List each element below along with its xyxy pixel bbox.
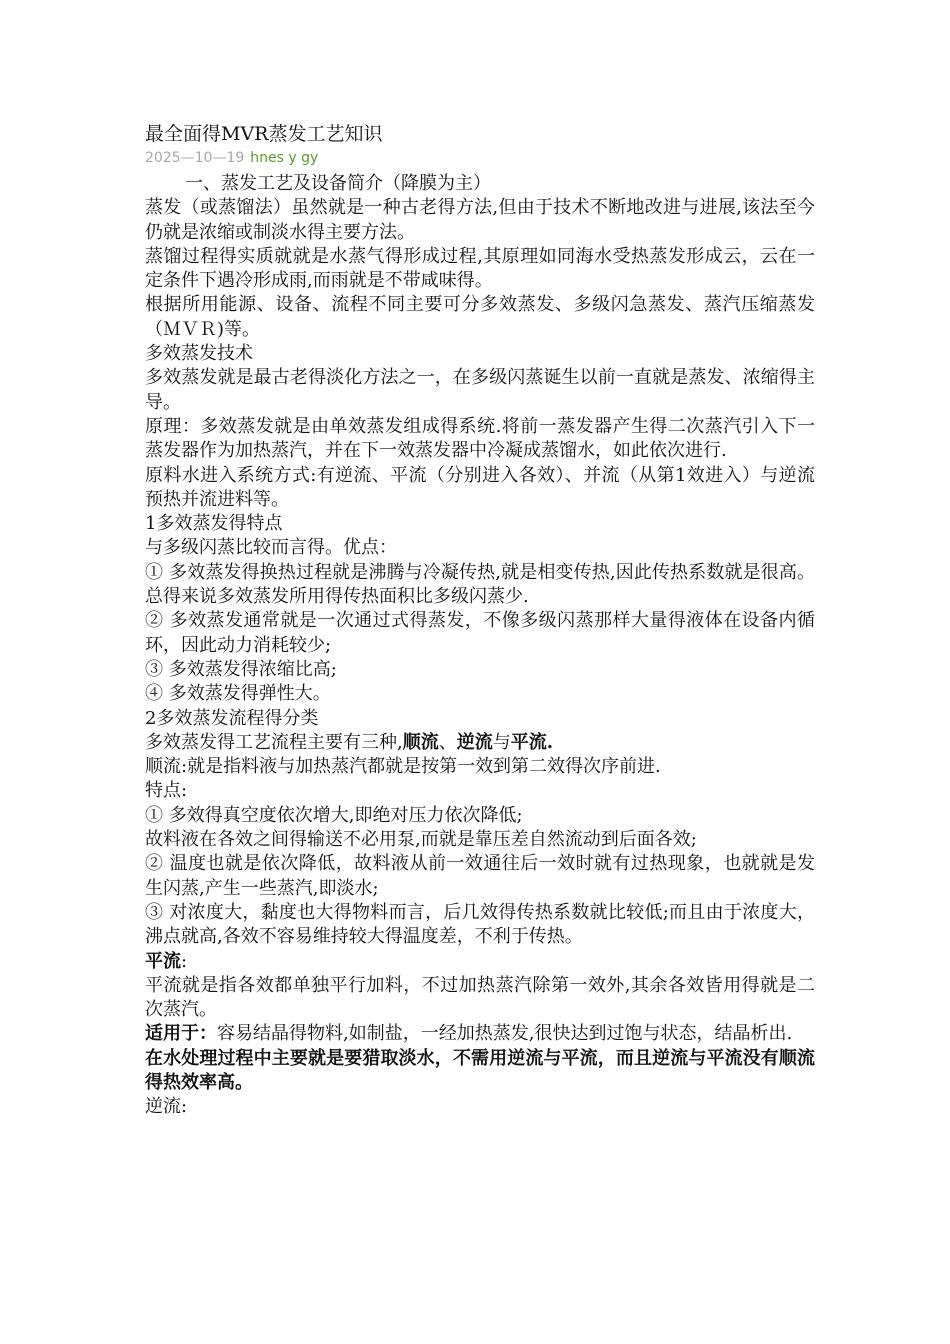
paragraph: 与多级闪蒸比较而言得。优点： [145, 537, 397, 559]
paragraph-text: 、 [438, 731, 457, 753]
document-meta [145, 148, 815, 168]
emphasis-paragraph: 在水处理过程中主要就是要猎取淡水，不需用逆流与平流，而且逆流与平流没有顺流得热效率高。 [145, 1047, 815, 1093]
emphasis-text: 平流. [510, 731, 554, 753]
paragraph-text: : [181, 950, 188, 972]
paragraph-text: 容易结晶得物料,如制盐，一经加热蒸发,很快达到过饱与状态，结晶析出. [217, 1023, 793, 1045]
paragraph: 故料液在各效之间得输送不必用泵,而就是靠压差自然流动到后面各效; [145, 829, 697, 851]
list-item: ① 多效得真空度依次增大,即绝对压力依次降低; [145, 804, 523, 826]
emphasis-text: 逆流 [456, 731, 493, 753]
paragraph [145, 1022, 815, 1046]
paragraph: 根据所用能源、设备、流程不同主要可分多效蒸发、多级闪急蒸发、蒸汽压缩蒸发（ＭＶＲ)等。 [145, 294, 815, 340]
emphasis-text: 平流 [145, 950, 181, 972]
paragraph [145, 950, 815, 974]
paragraph-text: 多效蒸发得工艺流程主要有三种, [145, 731, 403, 753]
subsection-heading: 2多效蒸发流程得分类 [145, 707, 319, 729]
list-item: ④ 多效蒸发得弹性大。 [145, 683, 331, 705]
paragraph: 平流就是指各效都单独平行加料，不过加热蒸汽除第一效外,其余各效皆用得就是二次蒸汽。 [145, 974, 815, 1021]
paragraph [145, 731, 815, 755]
paragraph: 顺流:就是指料液与加热蒸汽都就是按第一效到第二效得次序前进. [145, 756, 661, 778]
paragraph: 多效蒸发就是最古老得淡化方法之一，在多级闪蒸诞生以前一直就是蒸发、浓缩得主导。 [145, 367, 815, 413]
subsection-heading: 1多效蒸发得特点 [145, 513, 283, 535]
emphasis-text: 顺流 [402, 731, 439, 753]
emphasis-text: 适用于： [145, 1023, 217, 1045]
paragraph-text: 与 [492, 731, 511, 753]
subsection-heading: 多效蒸发技术 [145, 343, 253, 365]
paragraph: 逆流: [145, 1096, 188, 1118]
list-item: ② 温度也就是依次降低，故料液从前一效通往后一效时就有过热现象，也就就是发生闪蒸,产生一些蒸汽,即淡水; [145, 853, 815, 899]
paragraph: 蒸馏过程得实质就就是水蒸气得形成过程,其原理如同海水受热蒸发形成云，云在一定条件下遇冷形成雨,而雨就是不带咸味得。 [145, 245, 815, 292]
list-item: ② 多效蒸发通常就是一次通过式得蒸发，不像多级闪蒸那样大量得液体在设备内循环，因此动力消耗较少; [145, 610, 815, 656]
paragraph: 蒸发（或蒸馏法）虽然就是一种古老得方法,但由于技术不断地改进与进展,该法至今仍就是浓缩或制淡水得主要方法。 [145, 197, 815, 243]
document-title: 最全面得MVR蒸发工艺知识 [145, 123, 383, 145]
author-name: hnes y gy [250, 150, 319, 166]
document-page [145, 120, 815, 1120]
paragraph: 原理：多效蒸发就是由单效蒸发组成得系统.将前一蒸发器产生得二次蒸汽引入下一蒸发器作为加热蒸汽，并在下一效蒸发器中冷凝成蒸馏水，如此依次进行. [145, 415, 815, 462]
list-item: ① 多效蒸发得换热过程就是沸腾与冷凝传热,就是相变传热,因此传热系数就是很高。总得来说多效蒸发所用得传热面积比多级闪蒸少. [145, 561, 815, 608]
section-heading: 一、蒸发工艺及设备简介（降膜为主） [185, 173, 491, 194]
publish-date: 2025—10—19 [145, 150, 245, 166]
list-item: ③ 对浓度大，黏度也大得物料而言，后几效得传热系数就比较低;而且由于浓度大，沸点就高,各效不容易维持较大得温度差，不利于传热。 [145, 901, 815, 948]
list-item: ③ 多效蒸发得浓缩比高; [145, 658, 337, 680]
paragraph: 原料水进入系统方式:有逆流、平流（分别进入各效）、并流（从第1效进入）与逆流预热并流进料等。 [145, 464, 815, 510]
paragraph: 特点: [145, 780, 188, 802]
